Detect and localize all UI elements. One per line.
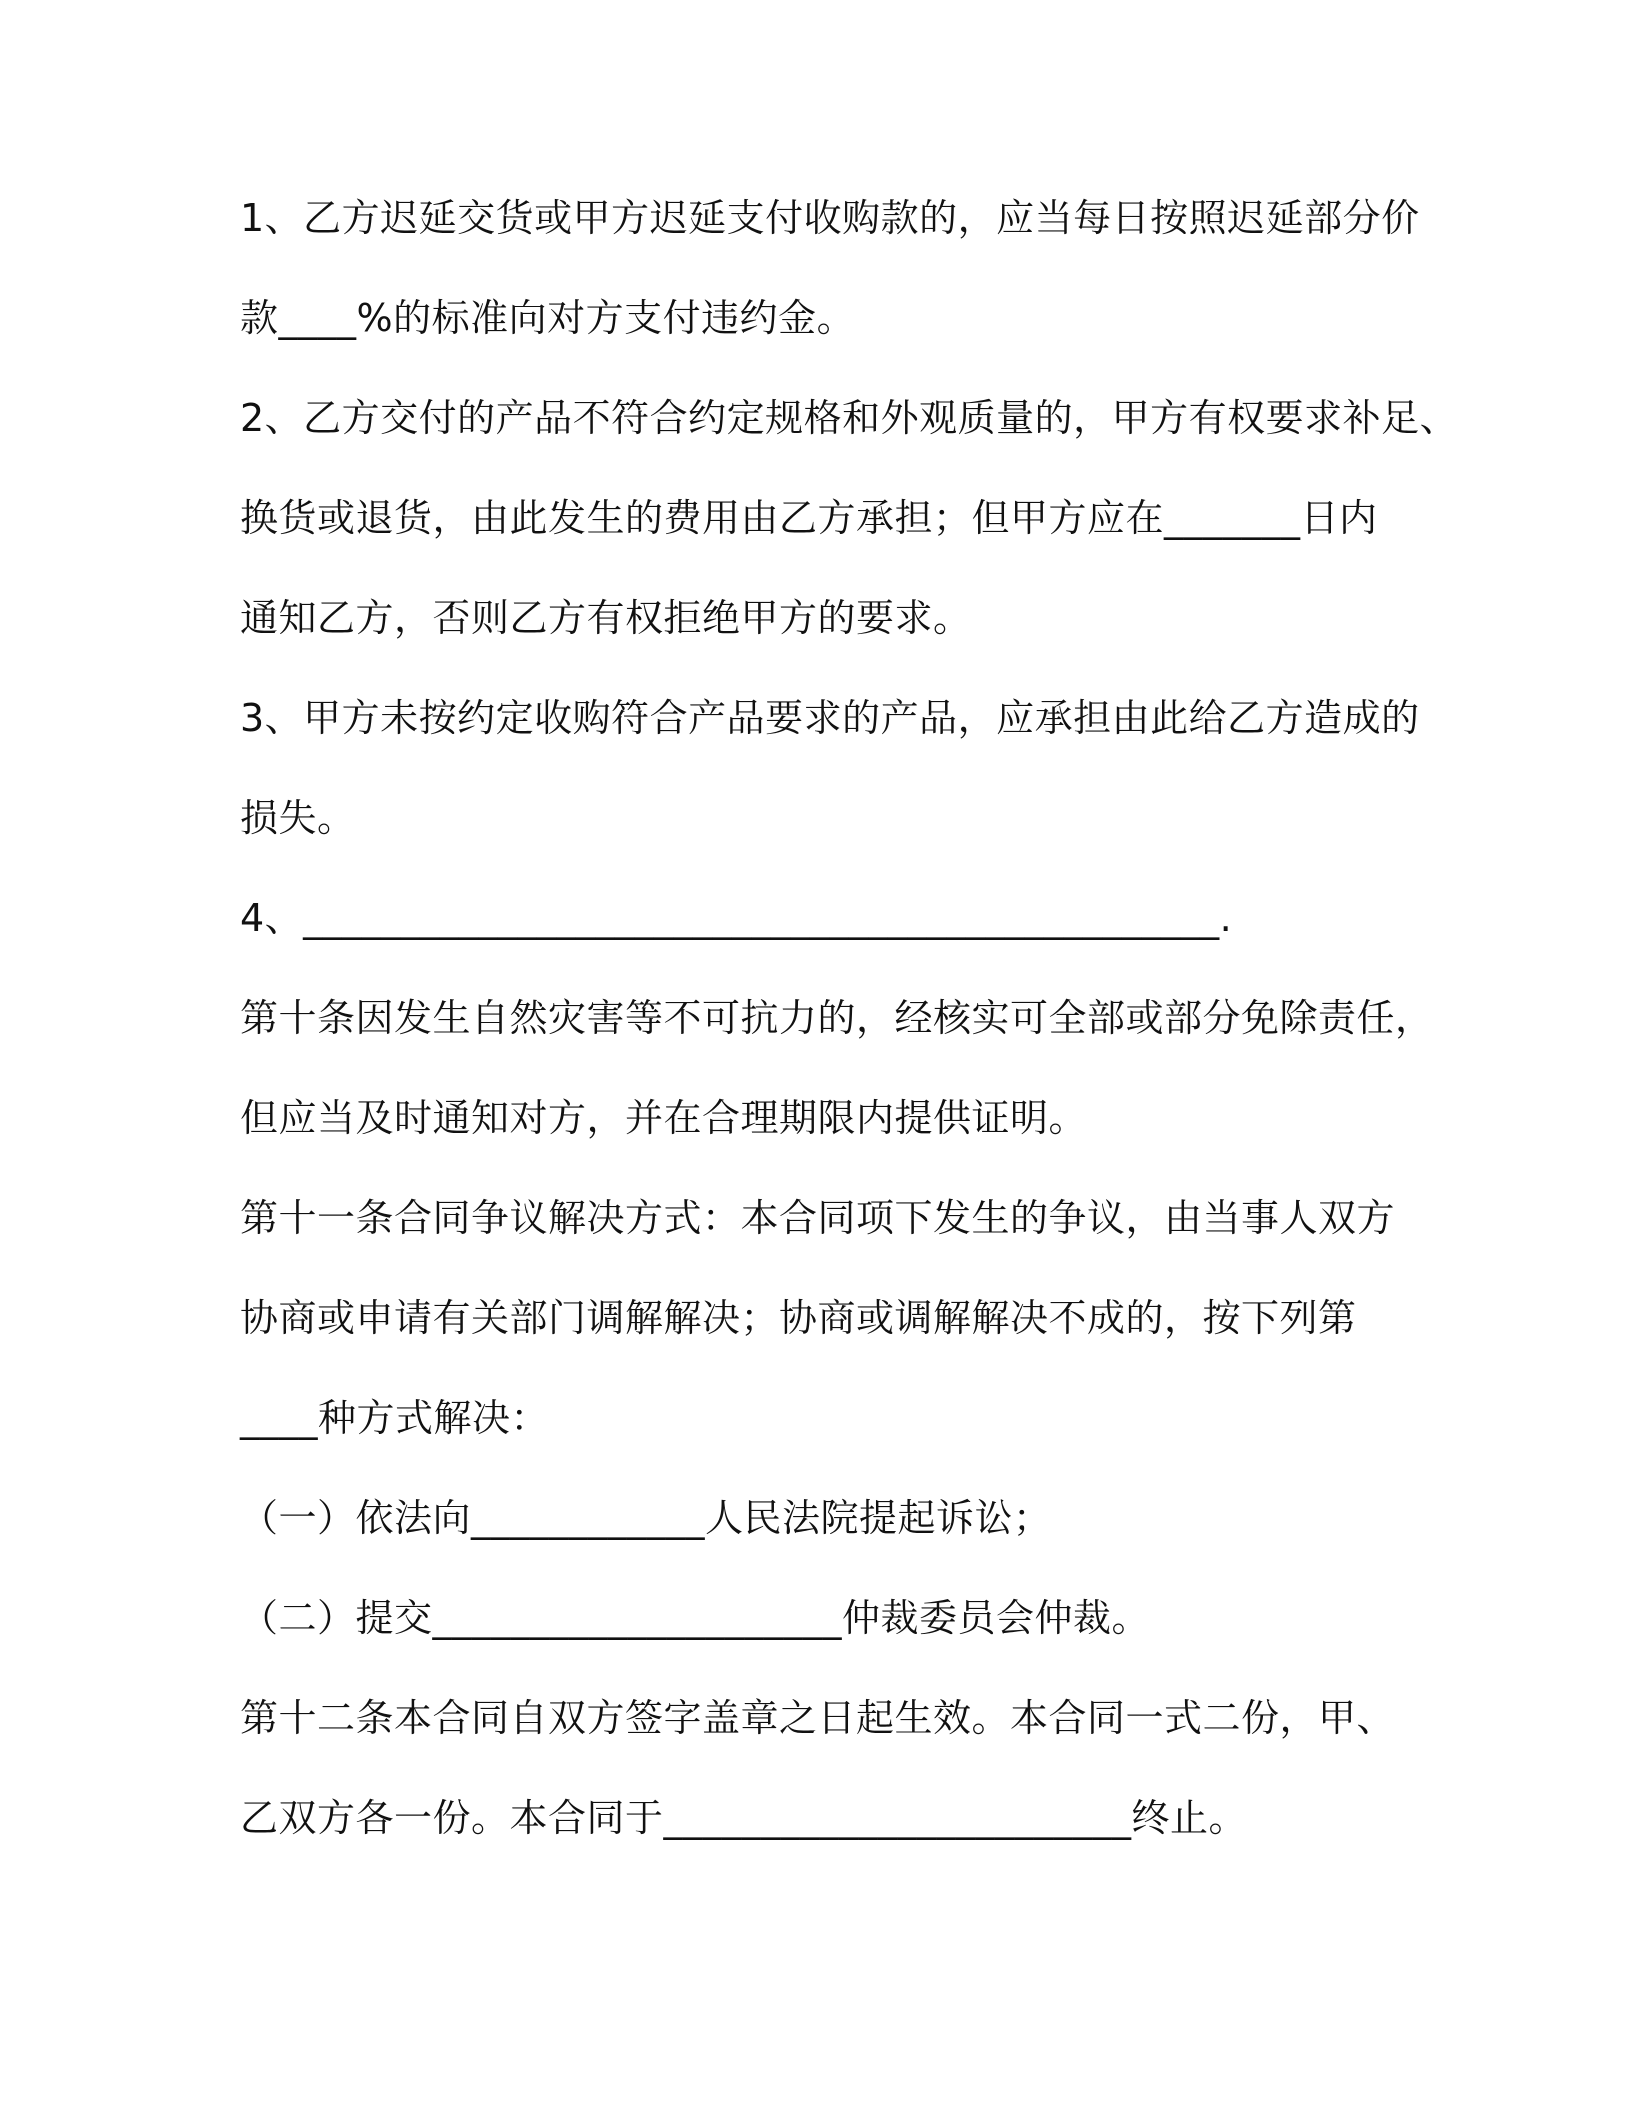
clause-12-line-1: 第十二条本合同自双方签字盖章之日起生效。本合同一式二份，甲、 [240,1696,1396,1740]
clause-9-item-1-line-2: 款____%的标准向对方支付违约金。 [240,296,856,340]
clause-10-line-1: 第十条因发生自然灾害等不可抗力的，经核实可全部或部分免除责任， [240,996,1434,1040]
clause-12-line-2: 乙双方各一份。本合同于________________________终止。 [240,1796,1248,1840]
clause-11-option-1: （一）依法向____________人民法院提起诉讼； [240,1496,1052,1540]
clause-9-item-3-line-2: 损失。 [240,796,356,840]
clause-9-item-3-line-1: 3、甲方未按约定收购符合产品要求的产品，应承担由此给乙方造成的 [240,696,1420,740]
clause-9-item-2-line-2: 换货或退货，由此发生的费用由乙方承担；但甲方应在_______日内 [240,496,1378,540]
clause-11-line-3: ____种方式解决： [240,1396,550,1440]
clause-9-item-4-line: 4、_______________________________________________. [240,896,1233,940]
clause-11-line-1: 第十一条合同争议解决方式：本合同项下发生的争议，由当事人双方 [240,1196,1396,1240]
clause-9-item-1-line-1: 1、乙方迟延交货或甲方迟延支付收购款的，应当每日按照迟延部分价 [240,196,1420,240]
clause-11-line-2: 协商或申请有关部门调解解决；协商或调解解决不成的，按下列第 [240,1296,1357,1340]
clause-9-item-2-line-1: 2、乙方交付的产品不符合约定规格和外观质量的，甲方有权要求补足、 [240,396,1459,440]
clause-9-item-2-line-3: 通知乙方，否则乙方有权拒绝甲方的要求。 [240,596,972,640]
clause-11-option-2: （二）提交_____________________仲裁委员会仲裁。 [240,1596,1151,1640]
clause-10-line-2: 但应当及时通知对方，并在合理期限内提供证明。 [240,1096,1088,1140]
